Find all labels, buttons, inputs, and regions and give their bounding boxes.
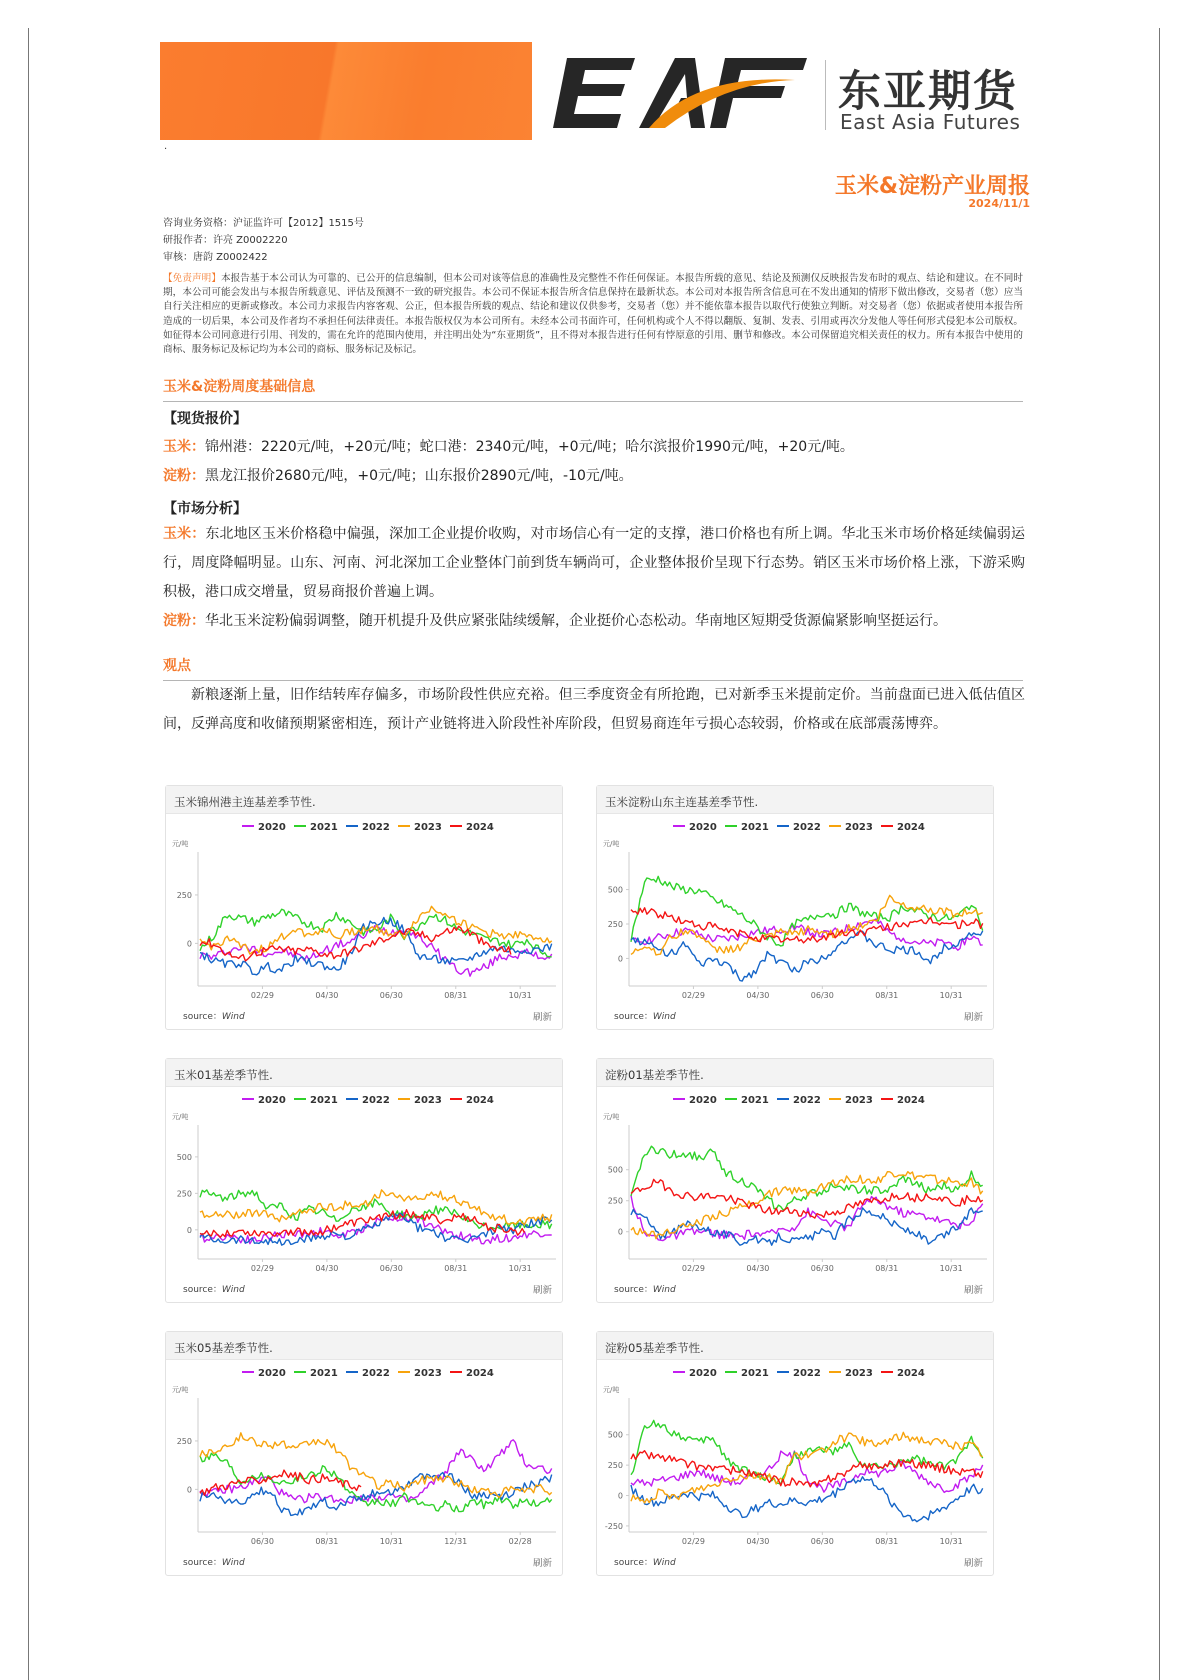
chart-plot [166, 814, 564, 1004]
svg-text:2021: 2021 [741, 1095, 769, 1106]
market-corn-paragraph [163, 520, 1025, 607]
svg-text:2021: 2021 [741, 822, 769, 833]
spot-corn-label: 玉米： [163, 439, 205, 455]
report-title: 玉米&淀粉产业周报 [834, 174, 1030, 199]
svg-text:250: 250 [607, 1461, 623, 1471]
chart-title: 玉米01基差季节性. [166, 1059, 562, 1087]
section-view-title: 观点 [163, 655, 1023, 681]
svg-text:08/31: 08/31 [875, 1264, 899, 1273]
spot-corn-line [163, 433, 1025, 462]
svg-text:250: 250 [607, 920, 623, 929]
chart-title: 淀粉05基差季节性. [597, 1332, 993, 1360]
svg-text:0: 0 [617, 1491, 623, 1501]
svg-text:2024: 2024 [897, 822, 925, 833]
svg-text:2023: 2023 [845, 822, 873, 833]
company-name-cn: 东亚期货 [838, 67, 1018, 117]
svg-text:02/29: 02/29 [681, 1537, 705, 1546]
chart-source: source：Wind [183, 1012, 245, 1022]
svg-text:06/30: 06/30 [379, 1264, 403, 1273]
market-starch-label: 淀粉： [163, 613, 205, 629]
svg-text:0: 0 [617, 954, 623, 964]
svg-text:02/29: 02/29 [681, 1264, 705, 1273]
spot-corn-text: 锦州港：2220元/吨，+20元/吨；蛇口港：2340元/吨，+0元/吨；哈尔滨报价1990元/吨，+20元/吨。 [205, 439, 854, 455]
svg-text:250: 250 [176, 1436, 192, 1446]
svg-text:0: 0 [186, 1225, 192, 1235]
svg-text:08/31: 08/31 [875, 1537, 899, 1546]
chart-plot [597, 1087, 995, 1277]
svg-text:-250: -250 [604, 1521, 623, 1531]
market-starch-text: 华北玉米淀粉偏弱调整，随开机提升及供应紧张陆续缓解，企业挺价心态松动。华南地区短期受货源偏紧影响坚挺运行。 [205, 613, 947, 629]
chart-card [596, 785, 994, 1030]
chart-card [165, 1058, 563, 1303]
refresh-button[interactable]: 刷新 [532, 1012, 552, 1023]
eaf-logo-icon [545, 54, 815, 134]
svg-text:2021: 2021 [741, 1368, 769, 1379]
chart-card [165, 1331, 563, 1576]
svg-text:08/31: 08/31 [444, 1264, 468, 1273]
svg-text:10/31: 10/31 [379, 1537, 403, 1546]
spot-starch-line [163, 462, 1025, 491]
svg-text:250: 250 [176, 1189, 192, 1199]
svg-text:02/28: 02/28 [508, 1537, 532, 1546]
svg-text:2022: 2022 [793, 822, 821, 833]
svg-text:2024: 2024 [897, 1368, 925, 1379]
svg-text:2021: 2021 [310, 1095, 338, 1106]
svg-text:250: 250 [607, 1196, 623, 1206]
market-starch-paragraph [163, 607, 1025, 636]
disclaimer-tag: 【免责声明】 [163, 273, 221, 284]
svg-text:元/吨: 元/吨 [172, 1386, 189, 1394]
chart-plot [597, 814, 995, 1004]
disclaimer-text: 本报告基于本公司认为可靠的、已公开的信息编制，但本公司对该等信息的准确性及完整性不作任何保证。本报告所载的意见、结论及预测仅反映报告发布时的观点、结论和建议。在不同时期，本公司可能会发出与本报告所载意见、评估及预测不一致的研究报告。本公司不保证本报告所含信息保持在最新状态。本公司对本报告所含信息可在不发出通知的情形下做出修改，交易者（您）应当自行关注相应的更新或修改。本公司力求报告内容客观、公正，但本报告所载的观点、结论和建议仅供参考，交易者（您）并不能依靠本报告以取代行使独立判断。对交易者（您）依据或者使用本报告所造成的一切后果，本公司及作者均不承担任何法律责任。本报告版权仅为本公司所有。未经本公司书面许可，任何机构或个人不得以翻版、复制、发表、引用或再次分发他人等任何形式侵犯本公司版权。如征得本公司同意进行引用、刊发的，需在允许的范围内使用，并注明出处为“东亚期货”，且不得对本报告进行任何有悖原意的引用、删节和修改。本公司保留追究相关责任的权力。所有本报告中使用的商标、服务标记及标记均为本公司的商标、服务标记及标记。 [163, 273, 1023, 356]
svg-text:06/30: 06/30 [810, 991, 834, 1000]
chart-title: 淀粉01基差季节性. [597, 1059, 993, 1087]
svg-text:2020: 2020 [689, 1368, 717, 1379]
svg-text:2020: 2020 [258, 1368, 286, 1379]
svg-text:02/29: 02/29 [250, 991, 274, 1000]
svg-text:250: 250 [176, 890, 192, 900]
svg-text:06/30: 06/30 [810, 1264, 834, 1273]
svg-text:500: 500 [607, 1165, 623, 1175]
page-border-left [28, 28, 29, 1680]
svg-text:2023: 2023 [845, 1095, 873, 1106]
svg-text:元/吨: 元/吨 [603, 840, 620, 848]
svg-text:2022: 2022 [793, 1368, 821, 1379]
qualification: 咨询业务资格：沪证监许可【2012】1515号 [163, 218, 364, 229]
page-border-right [1159, 28, 1160, 1680]
spot-price-heading: 【现货报价】 [163, 411, 247, 427]
reviewer: 审核：唐韵 Z0002422 [163, 252, 268, 263]
svg-text:元/吨: 元/吨 [172, 840, 189, 848]
svg-text:10/31: 10/31 [939, 1264, 963, 1273]
svg-text:2020: 2020 [689, 1095, 717, 1106]
disclaimer [163, 272, 1023, 357]
svg-text:2021: 2021 [310, 1368, 338, 1379]
svg-text:2023: 2023 [414, 822, 442, 833]
svg-text:10/31: 10/31 [939, 1537, 963, 1546]
svg-text:2023: 2023 [845, 1368, 873, 1379]
svg-text:04/30: 04/30 [746, 1537, 770, 1546]
svg-text:08/31: 08/31 [315, 1537, 339, 1546]
svg-text:10/31: 10/31 [508, 991, 532, 1000]
report-date: 2024/11/1 [968, 197, 1030, 210]
svg-text:12/31: 12/31 [444, 1537, 468, 1546]
market-analysis-heading: 【市场分析】 [163, 501, 247, 517]
svg-text:08/31: 08/31 [444, 991, 468, 1000]
market-corn-label: 玉米： [163, 526, 206, 542]
chart-source: source：Wind [183, 1285, 245, 1295]
svg-text:0: 0 [186, 939, 192, 949]
report-meta [163, 215, 364, 266]
svg-text:500: 500 [607, 1430, 623, 1440]
svg-text:04/30: 04/30 [746, 1264, 770, 1273]
svg-text:元/吨: 元/吨 [172, 1113, 189, 1121]
chart-source: source：Wind [183, 1558, 245, 1568]
chart-source: source：Wind [614, 1558, 676, 1568]
svg-text:2023: 2023 [414, 1095, 442, 1106]
svg-text:2024: 2024 [466, 1095, 494, 1106]
market-corn-text: 东北地区玉米价格稳中偏强，深加工企业提价收购，对市场信心有一定的支撑，港口价格也有所上调。华北玉米市场价格延续偏弱运行，周度降幅明显。山东、河南、河北深加工企业整体门前到货车辆尚可，企业整体报价呈现下行态势。销区玉米市场价格上涨，下游采购积极，港口成交增量，贸易商报价普遍上调。 [163, 526, 1026, 600]
svg-text:500: 500 [607, 885, 623, 895]
chart-card [596, 1331, 994, 1576]
chart-plot [166, 1360, 564, 1550]
refresh-button[interactable]: 刷新 [963, 1558, 983, 1569]
svg-text:02/29: 02/29 [250, 1264, 274, 1273]
spot-starch-text: 黑龙江报价2680元/吨，+0元/吨；山东报价2890元/吨，-10元/吨。 [205, 468, 633, 484]
chart-title: 玉米05基差季节性. [166, 1332, 562, 1360]
svg-text:元/吨: 元/吨 [603, 1113, 620, 1121]
svg-text:2022: 2022 [362, 1368, 390, 1379]
svg-text:2024: 2024 [466, 822, 494, 833]
svg-text:2024: 2024 [466, 1368, 494, 1379]
svg-text:2020: 2020 [689, 822, 717, 833]
svg-text:2024: 2024 [897, 1095, 925, 1106]
chart-source: source：Wind [614, 1285, 676, 1295]
chart-card [165, 785, 563, 1030]
svg-text:06/30: 06/30 [250, 1537, 274, 1546]
chart-plot [166, 1087, 564, 1277]
section-basic-info-title: 玉米&淀粉周度基础信息 [163, 376, 1023, 402]
svg-text:2022: 2022 [793, 1095, 821, 1106]
svg-text:2020: 2020 [258, 1095, 286, 1106]
svg-text:06/30: 06/30 [810, 1537, 834, 1546]
svg-text:0: 0 [617, 1227, 623, 1237]
svg-text:元/吨: 元/吨 [603, 1386, 620, 1394]
header-dot: . [164, 141, 168, 152]
report-header [160, 42, 1030, 142]
svg-text:10/31: 10/31 [508, 1264, 532, 1273]
svg-text:04/30: 04/30 [746, 991, 770, 1000]
svg-text:2023: 2023 [414, 1368, 442, 1379]
svg-text:06/30: 06/30 [379, 991, 403, 1000]
refresh-button[interactable]: 刷新 [963, 1285, 983, 1296]
svg-text:04/30: 04/30 [315, 1264, 339, 1273]
author: 研报作者：许亮 Z0002220 [163, 235, 288, 246]
chart-card [596, 1058, 994, 1303]
refresh-button[interactable]: 刷新 [532, 1558, 552, 1569]
company-name-en: East Asia Futures [840, 110, 1021, 134]
svg-text:08/31: 08/31 [875, 991, 899, 1000]
header-banner [160, 42, 532, 140]
svg-text:10/31: 10/31 [939, 991, 963, 1000]
spot-starch-label: 淀粉： [163, 468, 205, 484]
refresh-button[interactable]: 刷新 [532, 1285, 552, 1296]
svg-text:0: 0 [186, 1485, 192, 1495]
chart-source: source：Wind [614, 1012, 676, 1022]
chart-plot [597, 1360, 995, 1550]
refresh-button[interactable]: 刷新 [963, 1012, 983, 1023]
svg-text:2020: 2020 [258, 822, 286, 833]
svg-text:2022: 2022 [362, 1095, 390, 1106]
svg-text:02/29: 02/29 [681, 991, 705, 1000]
chart-title: 玉米淀粉山东主连基差季节性. [597, 786, 993, 814]
logo-divider [825, 60, 826, 130]
view-paragraph: 新粮逐渐上量，旧作结转库存偏多，市场阶段性供应充裕。但三季度资金有所抢跑，已对新季玉米提前定价。当前盘面已进入低估值区间，反弹高度和收储预期紧密相连，预计产业链将进入阶段性补库阶段，但贸易商连年亏损心态较弱，价格或在底部震荡博弈。 [163, 687, 1025, 732]
svg-text:2022: 2022 [362, 822, 390, 833]
svg-text:2021: 2021 [310, 822, 338, 833]
svg-text:500: 500 [176, 1152, 192, 1162]
svg-text:04/30: 04/30 [315, 991, 339, 1000]
chart-title: 玉米锦州港主连基差季节性. [166, 786, 562, 814]
